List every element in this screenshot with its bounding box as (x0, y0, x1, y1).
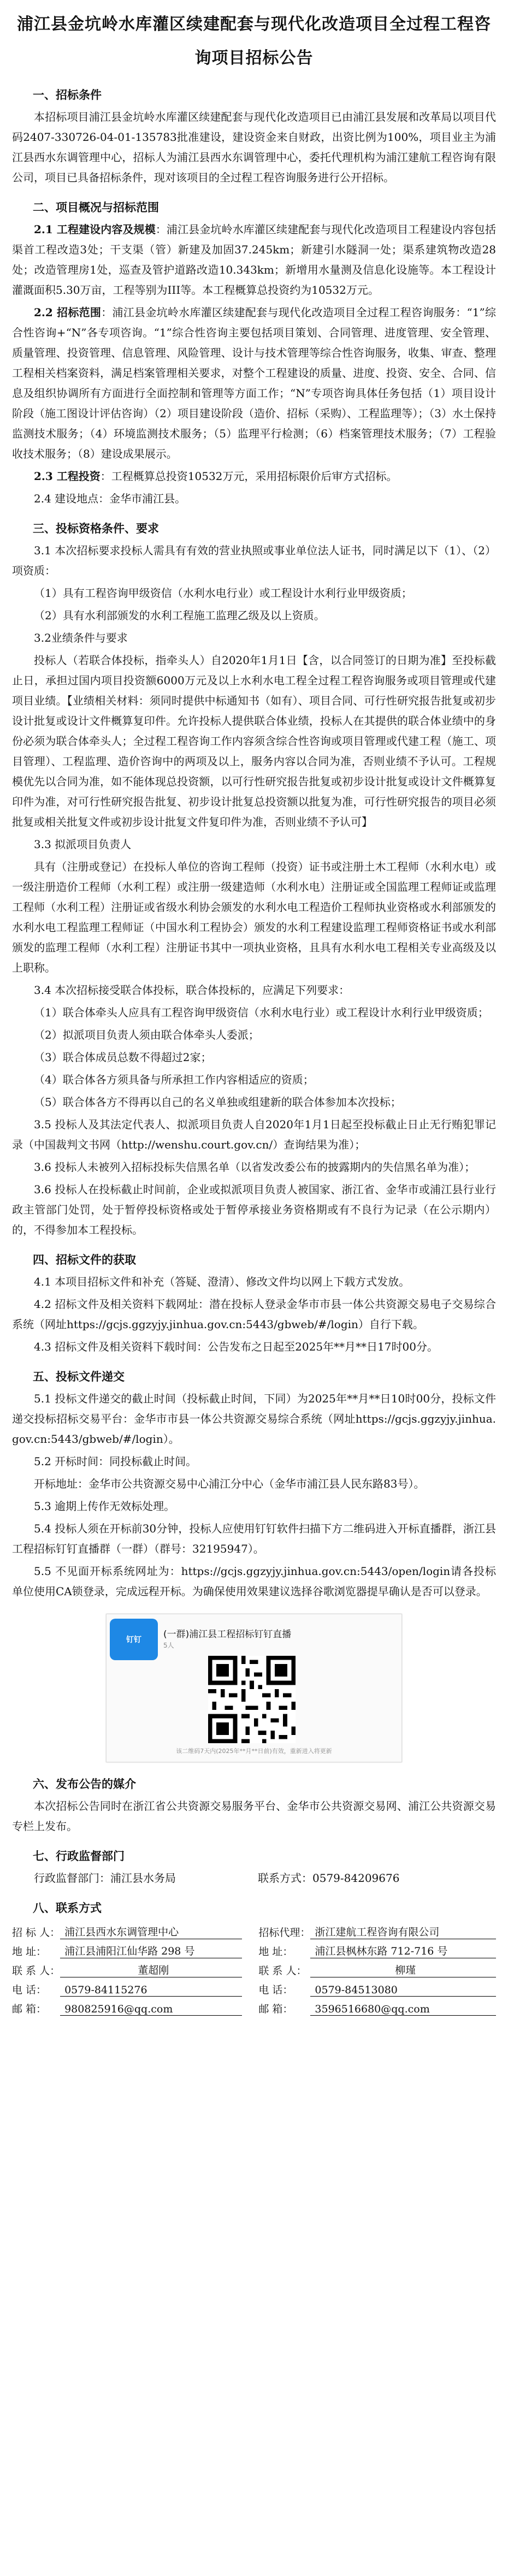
paragraph-2-2 (12, 303, 496, 464)
contact-row (12, 1977, 496, 1997)
paragraph-5-2-address: 开标地址：金华市公共资源交易中心浦江分中心（金华市浦江县人民东路83号）。 (34, 1477, 425, 1490)
paragraph-2-1 (12, 220, 496, 300)
contact-label: 电 话： (258, 1983, 293, 1996)
label-2-1: 2.1 工程建设内容及规模 (34, 223, 156, 236)
supervision-dept: 行政监督部门：浦江县水务局 (34, 1872, 176, 1885)
section-heading-2: 二、项目概况与招标范围 (33, 201, 159, 214)
contact-label: 邮 箱： (258, 2003, 293, 2015)
contact-value: 柳瑾 (310, 1958, 496, 1977)
paragraph-2-3 (12, 466, 496, 487)
paragraph-2-4: 2.4 建设地点：金华市浦江县。 (34, 492, 186, 505)
contact-value: 0579-84115276 (60, 1977, 242, 1997)
paragraph-6: 本次招标公告同时在浙江省公共资源交易服务平台、金华市公共资源交易网、浦江公共资源交易专栏上发布。 (12, 1799, 496, 1833)
qr-code-icon[interactable] (206, 1656, 298, 1743)
supervision-phone: 0579-84209676 (312, 1872, 400, 1885)
qr-member-count: 5人 (163, 1642, 174, 1649)
label-2-2: 2.2 招标范围 (34, 306, 102, 319)
paragraph-3-4-1: （1）联合体牵头人应具有工程咨询甲级资信（水利水电行业）或工程设计水利行业甲级资质； (34, 1006, 489, 1019)
supervision-row (12, 1868, 496, 1888)
contact-value: 浙江建航工程咨询有限公司 (310, 1920, 496, 1939)
qr-group-name: (一群)浦江县工程招标钉钉直播 (163, 1629, 292, 1640)
contact-label: 招 标 人： (12, 1926, 61, 1939)
paragraph-3-2: 投标人（若联合体投标，指牵头人）自2020年1月1日【含，以合同签订的日期为准】至投标截止日，承担过国内项目投资额6000万元及以上水利水电工程全过程工程咨询服务或项目管理或代建项目业绩。【业绩相关材料：须同时提供中标通知书（如有）、项目合同、可行性研究报告批复或初步设计批复或设计文件概算复印件。允许投标人提供联合体业绩，投标人在其提供的联合体业绩中的身份必须为联合体牵头人；全过程工程咨询工作内容须含综合性咨询或项目管理或代建工程（施工、项目管理）、工程监理、造价咨询中的两项及以上，服务内容以合同为准，否则业绩不予认可。工程规模优先以合同为准，如不能体现总投资额，以可行性研究报告批复或初步设计批复或设计文件概算复印件为准，对可行性研究报告批复、初步设计批复总投资额以批复为准，可行性研究报告的项目必须批复或相关批复文件或初步设计批复文件复印件为准，否则业绩不予认可】 (12, 654, 496, 828)
section-heading-6: 六、发布公告的媒介 (33, 1778, 136, 1791)
contact-label: 联 系 人： (12, 1964, 61, 1977)
dingtalk-qr-card (106, 1614, 402, 1762)
paragraph-3-1-a: （1）具有工程咨询甲级资信（水利水电行业）或工程设计水利行业甲级资质； (34, 587, 412, 600)
paragraph-3-2-heading: 3.2业绩条件与要求 (34, 631, 128, 644)
contact-label: 电 话： (12, 1983, 47, 1996)
section-heading-3: 三、投标资格条件、要求 (33, 522, 159, 535)
text-2-1: ：浦江县金坑岭水库灌区续建配套与现代化改造项目工程建设内容包括渠首工程改造3处；干支渠（管）新建及加固37.245km；新建引水隧洞一处；渠系建筑物改造28处；改造管理房1处，巡查及管护道路改造10.343km；新增用水量测及信息化设施等。本工程设计灌溉面积5.30万亩，工程等别为III等。本工程概算总投资约为10532万元。 (12, 223, 497, 297)
page-title: 浦江县金坑岭水库灌区续建配套与现代化改造项目全过程工程咨询项目招标公告 (17, 15, 491, 68)
section-heading-4: 四、招标文件的获取 (33, 1253, 136, 1266)
qr-note: 该二维码7天内(2025年**月**日前)有效，重新进入将更新 (176, 1748, 332, 1755)
paragraph-5-1: 5.1 投标文件递交的截止时间（投标截止时间，下同）为2025年**月**日10时00分，投标文件递交投标招标交易平台：金华市市县一体公共资源交易综合系统（网址https://gcjs.ggzyjy.jinhua.gov.cn:5443/gbweb/#/login）。 (12, 1392, 496, 1446)
paragraph-5-5: 5.5 不见面开标系统网址为：https://gcjs.ggzyjy.jinhua.gov.cn:5443/open/login请各投标单位使用CA锁登录，完成远程开标。为确保使用效果建议选择谷歌浏览器提早确认是否可以登录。 (12, 1565, 496, 1598)
contact-value: 浦江县枫林东路 712-716 号 (310, 1939, 496, 1958)
contact-label: 地 址： (12, 1945, 47, 1958)
paragraph-5-2: 5.2 开标时间：同投标截止时间。 (34, 1455, 197, 1468)
section-heading-5: 五、投标文件递交 (33, 1370, 125, 1383)
contact-email[interactable]: 980825916@qq.com (60, 1997, 242, 2016)
paragraph-3-4-2: （2）拟派项目负责人须由联合体牵头人委派； (34, 1028, 259, 1041)
contact-row (12, 1920, 496, 1939)
paragraph-3-6-a: 3.6 投标人未被列入招标投标失信黑名单（以省发改委公布的披露期内的失信黑名单为准）； (34, 1160, 476, 1174)
paragraph-3-4-5: （5）联合体各方不得再以自己的名义单独或组建新的联合体参加本次投标； (34, 1095, 401, 1109)
contact-table (12, 1920, 496, 2016)
paragraph-4-3: 4.3 招标文件及相关资料下载时间：公告发布之日起至2025年**月**日17时00分。 (34, 1340, 438, 1353)
paragraph-3-4-3: （3）联合体成员总数不得超过2家； (34, 1051, 212, 1064)
paragraph-3-5: 3.5 投标人及其法定代表人、拟派项目负责人自2020年1月1日起至投标截止日止无行贿犯罪记录（中国裁判文书网（http://wenshu.court.gov.cn/）查询结果为准）； (12, 1118, 496, 1151)
text-2-2: ：浦江县金坑岭水库灌区续建配套与现代化改造项目全过程工程咨询服务：“1”综合性咨询+“N”各专项咨询。“1”综合性咨询主要包括项目策划、合同管理、进度管理、安全管理、质量管理、投资管理、信息管理、风险管理、设计与技术管理等综合性咨询服务，收集、审查、整理工程相关档案资料，满足档案管理相关要求，对整个工程建设的质量、进度、投资、安全、合同、信息及组织协调所有方面进行全面控制和管理等方面工作；“N”专项咨询具体任务包括（1）项目设计阶段（施工图设计评估咨询）（2）项目建设阶段（造价、招标（采购）、工程监理等）；（3）水土保持监测技术服务；（4）环境监测技术服务；（5）监理平行检测；（6）档案管理技术服务；（7）工程验收技术服务；（8）建设成果展示。 (12, 306, 496, 460)
paragraph-3-4-4: （4）联合体各方须具备与所承担工作内容相适应的资质； (34, 1073, 314, 1086)
contact-row (12, 1958, 496, 1977)
dingtalk-logo-text: 钉钉 (126, 1636, 141, 1644)
paragraph-4-2: 4.2 招标文件及相关资料下载网址：潜在投标人登录金华市市县一体公共资源交易电子交易综合系统（网址https://gcjs.ggzyjy.jinhua.gov.cn:5443/gbweb/#/login）自行下载。 (12, 1298, 496, 1331)
contact-value: 浦江县浦阳江仙华路 298 号 (60, 1939, 242, 1958)
paragraph-4-1: 4.1 本项目招标文件和补充（答疑、澄清）、修改文件均以网上下载方式发放。 (34, 1275, 410, 1288)
section-heading-1: 一、招标条件 (33, 88, 102, 102)
paragraph-3-3: 具有（注册或登记）在投标人单位的咨询工程师（投资）证书或注册土木工程师（水利水电）或一级注册造价工程师（水利工程）或注册一级建造师（水利水电）注册证或全国监理工程师证或监理工程师（水利工程）注册证或省级水利协会颁发的水利水电工程造价工程师执业资格或水利部颁发的水利水电工程监理工程师证（中国水利工程协会）颁发的水利工程建设监理工程师资格证书或水利部颁发的监理工程师（水利工程）注册证书其中一项执业资格，且具有水利水电工程相关专业高级及以上职称。 (12, 860, 496, 974)
paragraph-3-3-heading: 3.3 拟派项目负责人 (34, 838, 132, 851)
paragraph-3-6-b: 3.6 投标人在投标截止时间前，企业或拟派项目负责人被国家、浙江省、金华市或浦江县行业行政主管部门处罚，处于暂停投标资格或处于暂停承接业务资格期或有不良行为记录（在公示期内）的，不得参加本工程投标。 (12, 1183, 496, 1236)
paragraph-3-1-b: （2）具有水利部颁发的水利工程施工监理乙级及以上资质。 (34, 609, 325, 622)
contact-value: 0579-84513080 (310, 1977, 496, 1997)
section-heading-8: 八、联系方式 (33, 1902, 102, 1915)
paragraph-5-3: 5.3 逾期上传作无效标处理。 (34, 1500, 175, 1513)
contact-value: 董超刚 (60, 1958, 242, 1977)
contact-label: 招标代理： (258, 1926, 311, 1939)
contact-value: 浦江县西水东调管理中心 (60, 1920, 242, 1939)
section-1-text: 本招标项目浦江县金坑岭水库灌区续建配套与现代化改造项目已由浦江县发展和改革局以项目代码2407-330726-04-01-135783批准建设，建设资金来自财政，出资比例为100%，项目业主为浦江县西水东调管理中心，招标人为浦江县西水东调管理中心，委托代理机构为浦江建航工程咨询有限公司，项目已具备招标条件，现对该项目的全过程工程咨询服务进行公开招标。 (12, 110, 496, 184)
contact-row (12, 1939, 496, 1958)
paragraph-3-1: 3.1 本次招标要求投标人需具有有效的营业执照或事业单位法人证书，同时满足以下（1）、（2）项资质： (12, 544, 496, 577)
contact-row (12, 1997, 496, 2016)
contact-label: 地 址： (258, 1945, 293, 1958)
paragraph-3-4: 3.4 本次招标接受联合体投标，联合体投标的，应满足下列要求： (34, 984, 350, 997)
text-2-3: ：工程概算总投资10532万元，采用招标限价后审方式招标。 (100, 470, 398, 483)
contact-label: 联 系 人： (258, 1964, 307, 1977)
supervision-phone-label: 联系方式： (258, 1872, 312, 1885)
paragraph-5-4: 5.4 投标人须在开标前30分钟，投标人应使用钉钉软件扫描下方二维码进入开标直播群，浙江县工程招标钉钉直播群（一群）（群号：32195947）。 (12, 1522, 496, 1555)
contact-email[interactable]: 3596516680@qq.com (310, 1997, 496, 2016)
contact-label: 邮 箱： (12, 2003, 47, 2015)
label-2-3: 2.3 工程投资 (34, 470, 101, 483)
dingtalk-logo (110, 1619, 158, 1660)
section-heading-7: 七、行政监督部门 (33, 1850, 125, 1863)
